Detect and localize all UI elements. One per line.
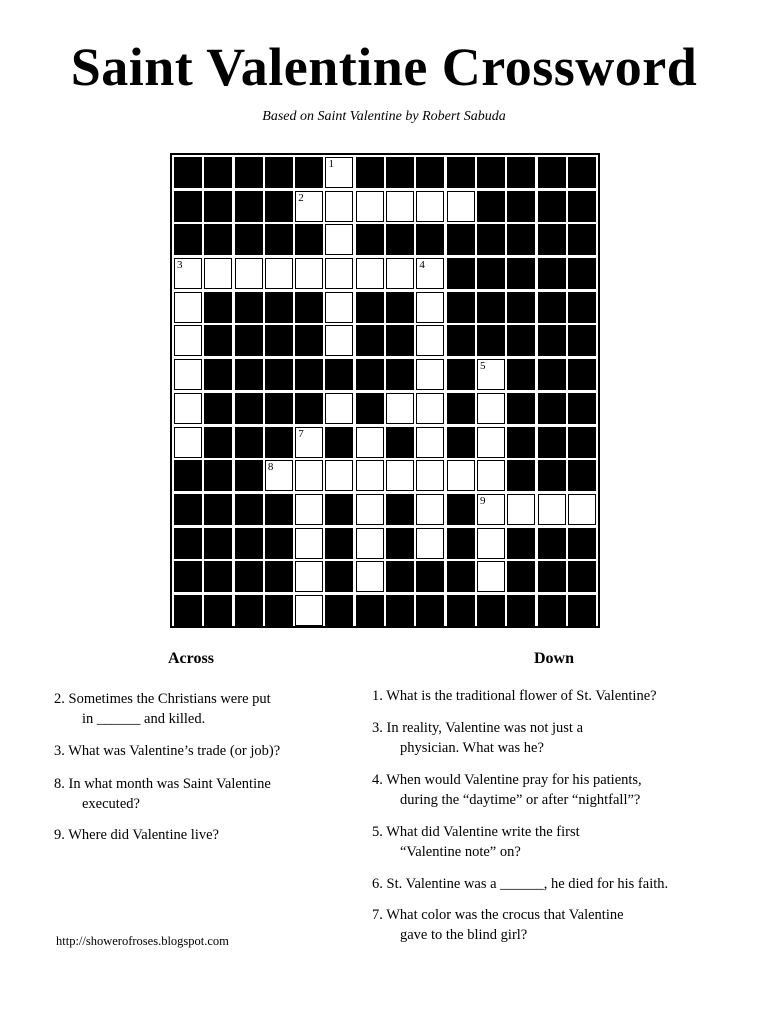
grid-cell[interactable] [447,460,475,491]
clue-text: Sometimes the Christians were put [68,691,271,707]
grid-cell[interactable] [235,258,263,289]
grid-cell[interactable] [507,494,535,525]
grid-cell-blocked [235,325,263,356]
grid-cell-blocked [265,528,293,559]
grid-cell[interactable] [325,258,353,289]
grid-cell-blocked [507,393,535,424]
grid-cell-blocked [386,528,414,559]
grid-cell-blocked [295,359,323,390]
grid-cell[interactable] [416,258,444,289]
clue-number-label: 7 [298,427,304,440]
clue-text: In what month was Saint Valentine [68,776,271,792]
grid-cell-blocked [447,561,475,592]
grid-cell-blocked [568,359,596,390]
grid-cell-blocked [477,292,505,323]
grid-cell[interactable] [416,494,444,525]
grid-cell[interactable] [325,292,353,323]
grid-cell[interactable] [295,561,323,592]
grid-cell-blocked [447,325,475,356]
grid-cell[interactable] [356,494,384,525]
grid-cell-blocked [265,292,293,323]
clue-number: 6. [372,876,383,892]
grid-cell[interactable] [447,191,475,222]
grid-cell-blocked [204,595,232,626]
grid-cell-blocked [295,325,323,356]
grid-cell-blocked [325,595,353,626]
grid-cell[interactable] [265,258,293,289]
grid-cell[interactable] [356,191,384,222]
page-subtitle: Based on Saint Valentine by Robert Sabuda [262,109,506,124]
grid-cell-blocked [477,157,505,188]
clue-number: 8. [54,776,65,792]
across-heading: Across [168,650,214,667]
grid-cell-blocked [174,494,202,525]
grid-cell-blocked [477,325,505,356]
grid-cell-blocked [174,157,202,188]
clue-text-cont: during the “daytime” or after “nightfall”? [400,792,641,808]
grid-cell-blocked [356,157,384,188]
clue-number: 4. [372,772,383,788]
grid-cell-blocked [386,595,414,626]
clue-text: What was Valentine’s trade (or job)? [68,743,281,759]
grid-cell-blocked [174,191,202,222]
grid-cell-blocked [538,359,566,390]
grid-cell[interactable] [386,460,414,491]
grid-cell-blocked [235,393,263,424]
grid-cell-blocked [325,427,353,458]
grid-cell[interactable] [295,595,323,626]
grid-cell-blocked [507,292,535,323]
grid-cell-blocked [386,157,414,188]
clue-text: What did Valentine write the first [386,824,580,840]
clue-number-label: 3 [177,259,183,272]
grid-cell-blocked [204,494,232,525]
grid-cell[interactable] [416,393,444,424]
down-clue-1 [372,686,762,706]
grid-cell-blocked [204,460,232,491]
clue-number-label: 4 [419,259,425,272]
grid-cell[interactable] [204,258,232,289]
grid-cell-blocked [235,191,263,222]
grid-cell-blocked [568,595,596,626]
grid-cell-blocked [265,595,293,626]
clue-number-label: 2 [298,191,304,204]
grid-cell[interactable] [174,258,202,289]
grid-cell-blocked [204,191,232,222]
grid-cell[interactable] [265,460,293,491]
grid-cell[interactable] [356,427,384,458]
grid-cell[interactable] [295,258,323,289]
grid-cell-blocked [356,325,384,356]
grid-cell-blocked [447,494,475,525]
grid-cell-blocked [568,191,596,222]
grid-cell-blocked [235,561,263,592]
clue-text: In reality, Valentine was not just a [386,720,584,736]
clue-number: 3. [54,743,65,759]
grid-cell-blocked [477,595,505,626]
grid-cell-blocked [568,292,596,323]
grid-cell-blocked [386,427,414,458]
grid-cell-blocked [204,157,232,188]
grid-cell-blocked [507,157,535,188]
grid-cell-blocked [507,191,535,222]
grid-cell-blocked [538,157,566,188]
grid-cell-blocked [477,258,505,289]
clue-text: St. Valentine was a ______, he died for his faith. [386,876,669,892]
clue-number: 5. [372,824,383,840]
grid-cell-blocked [265,325,293,356]
down-clue-5 [372,822,762,862]
across-clue-8 [54,774,354,814]
down-heading: Down [534,650,575,667]
grid-cell-blocked [538,258,566,289]
clue-text: Where did Valentine live? [68,827,219,843]
grid-cell-blocked [568,157,596,188]
grid-cell-blocked [325,528,353,559]
grid-cell-blocked [538,528,566,559]
grid-cell-blocked [568,460,596,491]
grid-cell-blocked [447,359,475,390]
grid-cell-blocked [325,359,353,390]
footer-url: http://showerofroses.blogspot.com [56,934,229,948]
grid-cell-blocked [174,528,202,559]
grid-cell-blocked [356,393,384,424]
clue-text: When would Valentine pray for his patients, [386,772,642,788]
grid-cell-blocked [538,595,566,626]
grid-cell-blocked [265,561,293,592]
down-clue-3 [372,718,762,758]
grid-cell-blocked [538,292,566,323]
grid-cell-blocked [356,595,384,626]
crossword-grid-frame [170,153,600,628]
grid-cell-blocked [265,191,293,222]
grid-cell-blocked [507,359,535,390]
grid-cell-blocked [295,393,323,424]
across-clue-3 [54,741,364,761]
grid-cell-blocked [538,460,566,491]
grid-cell-blocked [507,427,535,458]
grid-cell-blocked [325,561,353,592]
clue-text: What is the traditional flower of St. Valentine? [386,688,657,704]
grid-cell-blocked [204,561,232,592]
grid-cell-blocked [538,393,566,424]
grid-cell[interactable] [356,561,384,592]
grid-cell-blocked [265,224,293,255]
grid-cell[interactable] [174,292,202,323]
grid-cell-blocked [447,258,475,289]
grid-cell[interactable] [416,460,444,491]
grid-cell-blocked [568,393,596,424]
down-clue-4 [372,770,762,810]
grid-cell-blocked [174,595,202,626]
grid-cell-blocked [235,494,263,525]
across-clue-2 [54,689,354,729]
grid-cell-blocked [386,494,414,525]
grid-cell-blocked [204,224,232,255]
grid-cell-blocked [386,292,414,323]
down-clue-7 [372,905,762,945]
grid-cell-blocked [265,393,293,424]
grid-cell[interactable] [325,393,353,424]
grid-cell-blocked [386,561,414,592]
grid-cell[interactable] [477,494,505,525]
grid-cell[interactable] [477,427,505,458]
grid-cell-blocked [295,157,323,188]
grid-cell-blocked [568,528,596,559]
grid-cell-blocked [568,224,596,255]
clue-number: 2. [54,691,65,707]
clue-text-cont: gave to the blind girl? [400,927,528,943]
grid-cell-blocked [447,528,475,559]
grid-cell-blocked [568,427,596,458]
grid-cell-blocked [235,528,263,559]
grid-cell-blocked [507,595,535,626]
grid-cell-blocked [265,494,293,525]
grid-cell-blocked [447,595,475,626]
clue-text-cont: physician. What was he? [400,740,544,756]
clue-number-label: 5 [479,360,486,373]
grid-cell-blocked [174,460,202,491]
clue-number: 1. [372,688,383,704]
grid-cell-blocked [507,528,535,559]
grid-cell[interactable] [174,359,202,390]
clue-text: What color was the crocus that Valentine [386,907,624,923]
grid-cell-blocked [204,292,232,323]
grid-cell-blocked [174,224,202,255]
grid-cell-blocked [447,393,475,424]
grid-cell-blocked [204,427,232,458]
grid-cell-blocked [235,292,263,323]
grid-cell[interactable] [356,460,384,491]
grid-cell[interactable] [416,427,444,458]
grid-cell-blocked [265,359,293,390]
grid-cell[interactable] [325,191,353,222]
grid-cell[interactable] [295,494,323,525]
clue-number: 3. [372,720,383,736]
grid-cell-blocked [538,325,566,356]
clue-number: 9. [54,827,65,843]
grid-cell-blocked [235,157,263,188]
grid-cell-blocked [416,224,444,255]
grid-cell[interactable] [416,359,444,390]
grid-cell[interactable] [174,325,202,356]
grid-cell[interactable] [416,325,444,356]
grid-cell[interactable] [477,528,505,559]
grid-cell-blocked [568,258,596,289]
grid-cell-blocked [507,224,535,255]
grid-cell-blocked [295,292,323,323]
grid-cell-blocked [235,224,263,255]
grid-cell[interactable] [568,494,596,525]
clue-number-label: 8 [267,461,274,474]
clue-text-cont: “Valentine note” on? [400,844,521,860]
grid-cell-blocked [356,292,384,323]
grid-cell-blocked [538,224,566,255]
grid-cell-blocked [386,359,414,390]
grid-cell[interactable] [295,427,323,458]
grid-cell[interactable] [477,393,505,424]
grid-cell[interactable] [325,224,353,255]
grid-cell-blocked [235,595,263,626]
grid-cell[interactable] [477,460,505,491]
clue-text-cont: in ______ and killed. [82,711,206,727]
grid-cell[interactable] [416,191,444,222]
grid-cell-blocked [204,359,232,390]
grid-cell[interactable] [477,561,505,592]
grid-cell[interactable] [295,528,323,559]
grid-cell-blocked [568,561,596,592]
grid-cell-blocked [356,224,384,255]
grid-cell-blocked [447,292,475,323]
grid-cell[interactable] [325,325,353,356]
grid-cell-blocked [416,157,444,188]
grid-cell[interactable] [416,528,444,559]
grid-cell[interactable] [295,460,323,491]
grid-cell-blocked [507,561,535,592]
grid-cell[interactable] [325,157,353,188]
grid-cell-blocked [447,224,475,255]
grid-cell-blocked [204,325,232,356]
grid-cell[interactable] [325,460,353,491]
grid-cell[interactable] [416,292,444,323]
grid-cell-blocked [295,224,323,255]
clue-number-label: 1 [328,158,334,170]
grid-cell-blocked [204,393,232,424]
grid-cell-blocked [386,325,414,356]
grid-cell-blocked [477,224,505,255]
grid-cell[interactable] [386,393,414,424]
grid-cell-blocked [325,494,353,525]
grid-cell-blocked [447,157,475,188]
grid-cell-blocked [235,460,263,491]
grid-cell-blocked [568,325,596,356]
grid-cell-blocked [507,325,535,356]
grid-cell-blocked [235,359,263,390]
grid-cell-blocked [265,427,293,458]
grid-cell-blocked [538,561,566,592]
crossword-grid [174,157,596,626]
grid-cell-blocked [386,224,414,255]
clue-text-cont: executed? [82,796,140,812]
page-title: Saint Valentine Crossword [70,37,698,97]
grid-cell-blocked [507,258,535,289]
grid-cell-blocked [538,191,566,222]
clue-number: 7. [372,907,383,923]
grid-cell[interactable] [386,258,414,289]
grid-cell[interactable] [538,494,566,525]
grid-cell-blocked [356,359,384,390]
grid-cell-blocked [447,427,475,458]
grid-cell-blocked [235,427,263,458]
grid-cell-blocked [416,561,444,592]
grid-cell[interactable] [174,427,202,458]
grid-cell-blocked [507,460,535,491]
grid-cell[interactable] [174,393,202,424]
grid-cell[interactable] [356,528,384,559]
grid-cell-blocked [204,528,232,559]
grid-cell[interactable] [295,191,323,222]
grid-cell[interactable] [386,191,414,222]
clue-number-label: 9 [479,494,486,507]
grid-cell-blocked [174,561,202,592]
grid-cell-blocked [265,157,293,188]
grid-cell-blocked [538,427,566,458]
grid-cell-blocked [416,595,444,626]
across-clue-9 [54,825,354,845]
grid-cell[interactable] [356,258,384,289]
grid-cell-blocked [477,191,505,222]
down-clue-6 [372,874,762,894]
grid-cell[interactable] [477,359,505,390]
